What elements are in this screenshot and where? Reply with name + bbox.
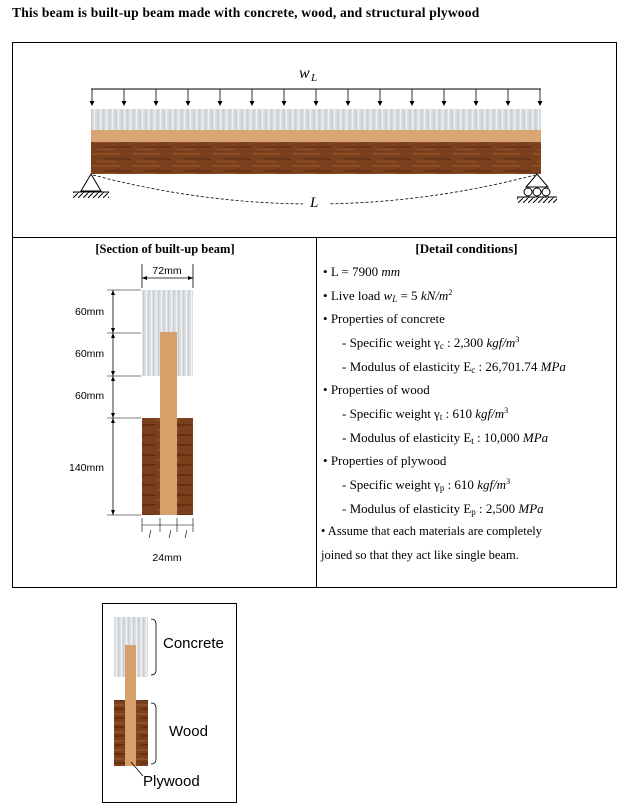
live-load-label: Live load bbox=[330, 288, 384, 303]
unit: kgf/m bbox=[486, 335, 516, 350]
detail-conditions-panel bbox=[316, 237, 617, 588]
concrete-head-label: Properties of concrete bbox=[330, 311, 445, 326]
label: - Modulus of elasticity E bbox=[342, 501, 472, 516]
bullet: • bbox=[323, 382, 328, 397]
span-value: = 7900 bbox=[338, 264, 382, 279]
value: : 610 bbox=[442, 406, 476, 421]
section-title: [Section of built-up beam] bbox=[95, 242, 235, 256]
roller-ground-hatch bbox=[517, 197, 557, 203]
sub: p bbox=[471, 507, 476, 517]
load-arrowhead bbox=[410, 101, 415, 106]
detail-plywood-head bbox=[323, 453, 446, 469]
dim-arrow bbox=[111, 371, 115, 376]
roller-wheel bbox=[524, 188, 532, 196]
legend-plywood-label: Plywood bbox=[143, 773, 200, 790]
unit: kgf/m bbox=[477, 477, 507, 492]
live-load-value: = 5 bbox=[397, 288, 421, 303]
dim-arrow bbox=[111, 328, 115, 333]
detail-concrete-modulus bbox=[342, 359, 566, 375]
dim-label-concrete-bottom: 60mm bbox=[75, 348, 105, 360]
plywood-head-label: Properties of plywood bbox=[330, 453, 447, 468]
load-arrowhead bbox=[346, 101, 351, 106]
dim-web-width-label: 24mm bbox=[152, 552, 182, 564]
detail-span bbox=[323, 264, 400, 280]
page-title: This beam is built-up beam made with concrete, wood, and structural plywood bbox=[12, 5, 480, 20]
dim-top-width-label: 72mm bbox=[152, 265, 182, 277]
span-label: L bbox=[310, 195, 319, 211]
live-load-sup: 2 bbox=[448, 288, 453, 297]
value: : 10,000 bbox=[473, 430, 523, 445]
beam-wood-layer bbox=[91, 142, 541, 174]
beam-diagram bbox=[13, 43, 616, 237]
sub: c bbox=[439, 341, 444, 351]
label: - Modulus of elasticity E bbox=[342, 430, 472, 445]
load-arrowhead bbox=[282, 101, 287, 106]
sub: p bbox=[439, 483, 445, 493]
load-arrowhead bbox=[90, 101, 95, 106]
load-arrowhead bbox=[218, 101, 223, 106]
live-load-sub: L bbox=[392, 294, 398, 304]
bullet: • bbox=[323, 288, 328, 303]
roller-wheel bbox=[542, 188, 550, 196]
legend-concrete-bracket bbox=[151, 619, 156, 675]
dim-arrow bbox=[111, 290, 115, 295]
label: - Modulus of elasticity E bbox=[342, 359, 472, 374]
dim-label-wood: 140mm bbox=[69, 462, 105, 474]
dim-arrow bbox=[111, 510, 115, 515]
legend-concrete-label: Concrete bbox=[163, 635, 224, 652]
load-arrowhead bbox=[314, 101, 319, 106]
span-unit: mm bbox=[381, 264, 401, 279]
material-legend bbox=[102, 603, 237, 803]
detail-concrete-head bbox=[323, 311, 445, 327]
live-load-symbol: w bbox=[383, 288, 393, 303]
dim-arrow bbox=[111, 333, 115, 338]
roller-wheel bbox=[533, 188, 541, 196]
detail-assumption-line2: joined so that they act like single beam. bbox=[321, 548, 519, 562]
load-arrowhead bbox=[122, 101, 127, 106]
load-arrowhead bbox=[506, 101, 511, 106]
wood-head-label: Properties of wood bbox=[330, 382, 430, 397]
detail-plywood-weight bbox=[342, 477, 510, 493]
load-arrowhead bbox=[378, 101, 383, 106]
pin-ground-hatch bbox=[73, 192, 109, 198]
detail-live-load bbox=[323, 288, 452, 304]
value: : 2,500 bbox=[475, 501, 519, 516]
detail-wood-modulus bbox=[342, 430, 548, 446]
load-arrowhead bbox=[474, 101, 479, 106]
span-symbol: L bbox=[330, 264, 339, 279]
sup: 3 bbox=[515, 335, 520, 344]
dim-arrow bbox=[111, 376, 115, 381]
load-arrowhead bbox=[538, 101, 543, 106]
legend-plywood-swatch bbox=[125, 645, 136, 766]
detail-concrete-weight bbox=[342, 335, 519, 351]
sub: c bbox=[471, 365, 476, 375]
section-plywood bbox=[160, 332, 177, 515]
dim-arrow bbox=[111, 413, 115, 418]
detail-wood-weight bbox=[342, 406, 508, 422]
legend-wood-label: Wood bbox=[169, 723, 208, 740]
detail-title: [Detail conditions] bbox=[415, 241, 518, 256]
bullet: • bbox=[323, 264, 328, 279]
detail-plywood-modulus bbox=[342, 501, 544, 517]
dim-arrow bbox=[142, 276, 147, 280]
load-arrows bbox=[90, 89, 543, 106]
label: - Specific weight γ bbox=[342, 335, 440, 350]
roller-support bbox=[526, 174, 548, 187]
unit: MPa bbox=[522, 430, 549, 445]
section-panel bbox=[12, 237, 317, 588]
beam-plywood-layer bbox=[91, 130, 541, 142]
section-diagram bbox=[13, 238, 316, 587]
detail-wood-head bbox=[323, 382, 430, 398]
bullet: • bbox=[323, 453, 328, 468]
label: - Specific weight γ bbox=[342, 477, 440, 492]
bullet: • bbox=[323, 311, 328, 326]
value: : 26,701.74 bbox=[475, 359, 541, 374]
sup: 3 bbox=[504, 406, 509, 415]
legend-diagram bbox=[103, 604, 236, 802]
unit: MPa bbox=[540, 359, 566, 374]
dim-label-plywood-gap: 60mm bbox=[75, 390, 105, 402]
dim-arrow bbox=[111, 418, 115, 423]
label: - Specific weight γ bbox=[342, 406, 440, 421]
legend-wood-bracket bbox=[151, 703, 156, 764]
load-arrowhead bbox=[250, 101, 255, 106]
load-label: w bbox=[299, 65, 310, 82]
sup: 3 bbox=[506, 477, 511, 486]
sub: t bbox=[439, 412, 443, 422]
load-label-sub: L bbox=[311, 72, 318, 84]
dim-arrow bbox=[188, 276, 193, 280]
detail-assumption-line1: • Assume that each materials are completely bbox=[321, 524, 542, 538]
load-arrowhead bbox=[442, 101, 447, 106]
beam-elevation-panel bbox=[12, 42, 617, 238]
unit: MPa bbox=[518, 501, 544, 516]
live-load-unit: kN/m bbox=[420, 288, 449, 303]
value: : 610 bbox=[444, 477, 478, 492]
load-arrowhead bbox=[186, 101, 191, 106]
dim-label-concrete-top: 60mm bbox=[75, 306, 105, 318]
sub: t bbox=[471, 436, 474, 446]
value: : 2,300 bbox=[443, 335, 487, 350]
unit: kgf/m bbox=[475, 406, 505, 421]
dim-leader bbox=[149, 530, 187, 538]
load-arrowhead bbox=[154, 101, 159, 106]
